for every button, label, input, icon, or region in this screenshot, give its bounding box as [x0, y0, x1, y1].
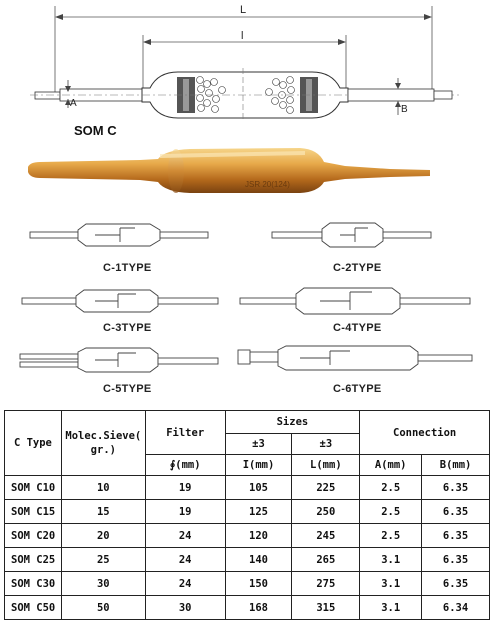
c5-type-sketch [20, 348, 218, 372]
model-label: SOM C [74, 123, 117, 138]
cell-filter: 19 [145, 500, 225, 524]
c4-type-sketch [240, 288, 470, 314]
cell-A: 3.1 [360, 572, 422, 596]
type-variants-drawing [0, 212, 493, 412]
subheader-A: A(mm) [360, 455, 422, 476]
dimension-A-label: A [70, 98, 77, 109]
c3-type-sketch [22, 290, 218, 312]
cell-filter: 19 [145, 476, 225, 500]
subheader-I: I(mm) [225, 455, 292, 476]
cell-type: SOM C10 [5, 476, 62, 500]
cell-molec: 10 [61, 476, 145, 500]
dimension-drawing [0, 0, 493, 130]
table-row [5, 548, 490, 572]
subheader-L: L(mm) [292, 455, 360, 476]
cell-B: 6.35 [422, 500, 490, 524]
dimension-L-label: L [240, 4, 247, 16]
cell-L: 250 [292, 500, 360, 524]
tolerance-L: ±3 [292, 434, 360, 455]
c5-type-label: C-5TYPE [103, 383, 152, 395]
cell-B: 6.34 [422, 596, 490, 620]
cell-A: 2.5 [360, 476, 422, 500]
cell-type: SOM C30 [5, 572, 62, 596]
cell-I: 105 [225, 476, 292, 500]
cell-L: 315 [292, 596, 360, 620]
subheader-B: B(mm) [422, 455, 490, 476]
dimension-B-label: B [401, 104, 408, 115]
cell-I: 140 [225, 548, 292, 572]
cell-L: 225 [292, 476, 360, 500]
cell-molec: 30 [61, 572, 145, 596]
product-stamp: JSR 20(124) [245, 180, 290, 189]
header-molec-sieve: Molec.Sieve( gr.) [61, 411, 145, 476]
table-row [5, 476, 490, 500]
table-row [5, 596, 490, 620]
cell-I: 150 [225, 572, 292, 596]
c2-type-sketch [272, 223, 431, 247]
cell-type: SOM C20 [5, 524, 62, 548]
cell-filter: 30 [145, 596, 225, 620]
subheader-filter: ∮(mm) [145, 455, 225, 476]
cell-B: 6.35 [422, 548, 490, 572]
cell-molec: 25 [61, 548, 145, 572]
cell-filter: 24 [145, 548, 225, 572]
cell-L: 265 [292, 548, 360, 572]
table-row [5, 572, 490, 596]
cell-type: SOM C25 [5, 548, 62, 572]
spec-table [4, 410, 490, 620]
cell-B: 6.35 [422, 476, 490, 500]
c6-type-label: C-6TYPE [333, 383, 382, 395]
cell-B: 6.35 [422, 524, 490, 548]
cell-type: SOM C50 [5, 596, 62, 620]
cell-L: 245 [292, 524, 360, 548]
c2-type-label: C-2TYPE [333, 262, 382, 274]
cell-A: 3.1 [360, 596, 422, 620]
header-connection: Connection [360, 411, 490, 455]
table-row [5, 524, 490, 548]
header-filter: Filter [145, 411, 225, 455]
header-ctype: C Type [5, 411, 62, 476]
cell-A: 3.1 [360, 548, 422, 572]
cell-filter: 24 [145, 524, 225, 548]
cell-filter: 24 [145, 572, 225, 596]
cell-molec: 50 [61, 596, 145, 620]
c3-type-label: C-3TYPE [103, 322, 152, 334]
cell-L: 275 [292, 572, 360, 596]
cell-type: SOM C15 [5, 500, 62, 524]
dimension-l-label: l [241, 30, 244, 42]
c4-type-label: C-4TYPE [333, 322, 382, 334]
cell-I: 120 [225, 524, 292, 548]
cell-A: 2.5 [360, 500, 422, 524]
cell-B: 6.35 [422, 572, 490, 596]
c6-type-sketch [238, 346, 472, 370]
table-row [5, 500, 490, 524]
cell-molec: 20 [61, 524, 145, 548]
copper-filter-drier-image [0, 140, 493, 205]
tolerance-I: ±3 [225, 434, 292, 455]
cell-I: 168 [225, 596, 292, 620]
c1-type-sketch [30, 224, 208, 246]
header-sizes: Sizes [225, 411, 360, 434]
c1-type-label: C-1TYPE [103, 262, 152, 274]
cell-molec: 15 [61, 500, 145, 524]
cell-I: 125 [225, 500, 292, 524]
cell-A: 2.5 [360, 524, 422, 548]
